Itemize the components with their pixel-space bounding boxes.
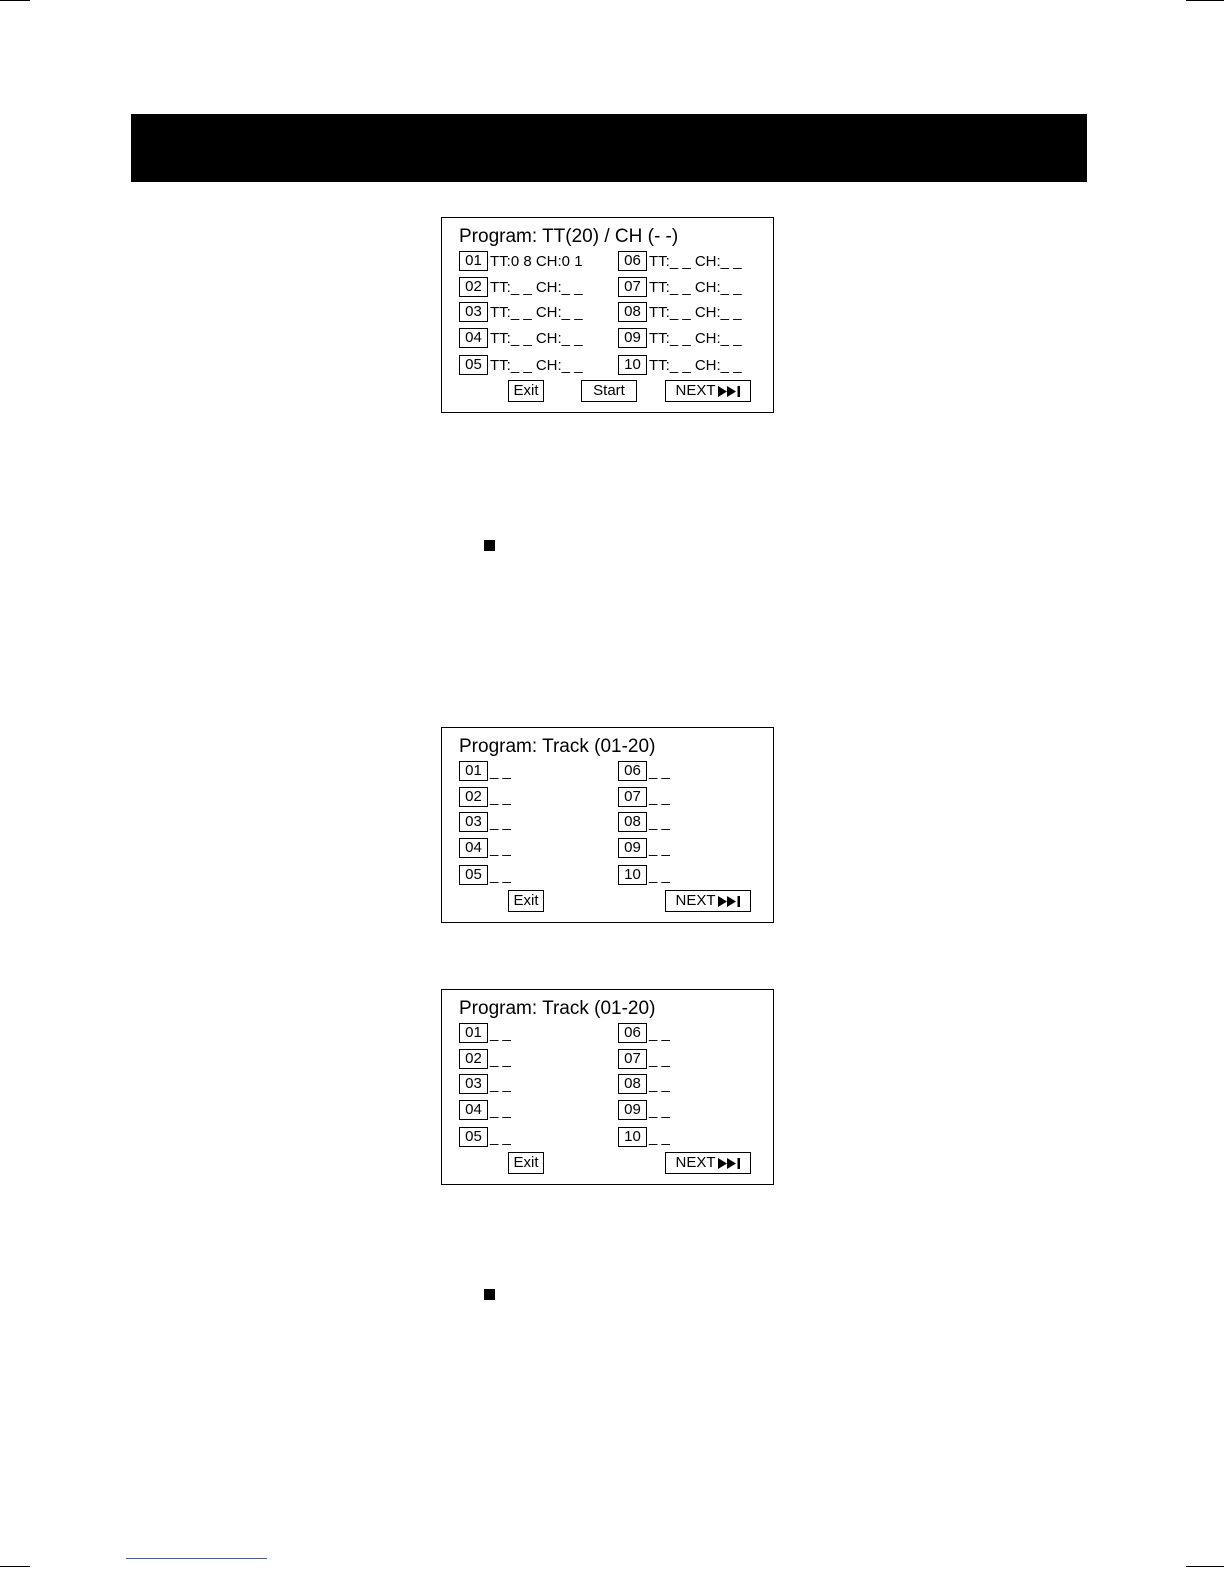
program-slot[interactable] — [618, 1127, 670, 1147]
slot-number: 02 — [459, 787, 488, 807]
slot-value: _ _ — [649, 1075, 670, 1093]
crop-mark-top-left — [0, 0, 30, 1]
exit-button[interactable]: Exit — [508, 380, 544, 402]
program-slot[interactable] — [618, 251, 742, 271]
program-slot[interactable] — [459, 1074, 511, 1094]
program-slot[interactable] — [459, 865, 511, 885]
program-slot[interactable] — [459, 302, 583, 322]
program-slot[interactable] — [618, 865, 670, 885]
slot-number: 01 — [459, 1023, 488, 1043]
slot-value: TT:_ _ CH:_ _ — [490, 303, 583, 321]
slot-value: _ _ — [490, 1075, 511, 1093]
program-slot[interactable] — [618, 277, 742, 297]
program-slot[interactable] — [618, 302, 742, 322]
skip-next-icon — [718, 386, 741, 397]
slot-value: TT:_ _ CH:_ _ — [649, 356, 742, 374]
slot-number: 04 — [459, 1100, 488, 1120]
program-slot[interactable] — [459, 1049, 511, 1069]
slot-value: TT:_ _ CH:_ _ — [490, 356, 583, 374]
slot-number: 05 — [459, 1127, 488, 1147]
program-slot[interactable] — [618, 1074, 670, 1094]
slot-value: _ _ — [649, 1128, 670, 1146]
slot-number: 09 — [618, 1100, 647, 1120]
program-slot[interactable] — [459, 251, 583, 271]
program-slot[interactable] — [618, 838, 670, 858]
slot-number: 10 — [618, 865, 647, 885]
slot-number: 02 — [459, 277, 488, 297]
slot-value: _ _ — [490, 1128, 511, 1146]
slot-number: 10 — [618, 355, 647, 375]
slot-value: _ _ — [490, 1024, 511, 1042]
program-slot[interactable] — [459, 1023, 511, 1043]
program-slot[interactable] — [459, 787, 511, 807]
slot-number: 02 — [459, 1049, 488, 1069]
crop-mark-top-right — [1186, 0, 1224, 1]
slot-number: 01 — [459, 251, 488, 271]
program-slot[interactable] — [459, 328, 583, 348]
program-slot[interactable] — [459, 812, 511, 832]
slot-number: 04 — [459, 328, 488, 348]
slot-value: _ _ — [490, 1101, 511, 1119]
section-header-bar — [131, 114, 1087, 182]
slot-number: 03 — [459, 1074, 488, 1094]
slot-value: TT:_ _ CH:_ _ — [490, 278, 583, 296]
slot-value: _ _ — [649, 813, 670, 831]
program-slot[interactable] — [618, 761, 670, 781]
slot-number: 07 — [618, 1049, 647, 1069]
next-label: NEXT — [675, 1154, 716, 1171]
program-slot[interactable] — [459, 761, 511, 781]
program-slot[interactable] — [459, 355, 583, 375]
program-title-chapter-panel — [441, 217, 774, 413]
slot-value: _ _ — [490, 1050, 511, 1068]
crop-mark-bottom-left — [0, 1566, 30, 1567]
slot-number: 05 — [459, 865, 488, 885]
slot-value: _ _ — [649, 762, 670, 780]
slot-value: _ _ — [649, 1050, 670, 1068]
slot-number: 09 — [618, 838, 647, 858]
skip-next-icon — [718, 1158, 741, 1169]
slot-number: 08 — [618, 1074, 647, 1094]
slot-value: _ _ — [649, 1024, 670, 1042]
program-slot[interactable] — [618, 787, 670, 807]
slot-value: _ _ — [649, 788, 670, 806]
next-label: NEXT — [675, 382, 716, 399]
slot-value: TT:_ _ CH:_ _ — [649, 329, 742, 347]
slot-value: _ _ — [490, 762, 511, 780]
program-slot[interactable] — [459, 1100, 511, 1120]
panel-title: Program: Track (01-20) — [459, 998, 656, 1019]
slot-value: TT:_ _ CH:_ _ — [649, 303, 742, 321]
panel-title: Program: TT(20) / CH (- -) — [459, 226, 679, 247]
program-slot[interactable] — [618, 812, 670, 832]
exit-button[interactable]: Exit — [508, 1152, 544, 1174]
program-track-panel — [441, 727, 774, 923]
slot-number: 07 — [618, 277, 647, 297]
program-track-panel — [441, 989, 774, 1185]
slot-value: _ _ — [649, 1101, 670, 1119]
slot-number: 06 — [618, 1023, 647, 1043]
slot-value: _ _ — [490, 813, 511, 831]
program-slot[interactable] — [618, 1100, 670, 1120]
program-slot[interactable] — [618, 1023, 670, 1043]
program-slot[interactable] — [459, 277, 583, 297]
program-slot[interactable] — [618, 1049, 670, 1069]
next-button[interactable] — [665, 890, 751, 912]
start-button[interactable]: Start — [581, 380, 637, 402]
skip-next-icon — [718, 896, 741, 907]
slot-value: _ _ — [649, 839, 670, 857]
slot-number: 08 — [618, 812, 647, 832]
slot-number: 09 — [618, 328, 647, 348]
program-slot[interactable] — [459, 1127, 511, 1147]
slot-value: TT:_ _ CH:_ _ — [649, 252, 742, 270]
slot-number: 03 — [459, 302, 488, 322]
program-slot[interactable] — [618, 328, 742, 348]
slot-value: TT:0 8 CH:0 1 — [490, 252, 583, 270]
next-button[interactable] — [665, 380, 751, 402]
slot-value: _ _ — [649, 866, 670, 884]
slot-number: 08 — [618, 302, 647, 322]
slot-value: TT:_ _ CH:_ _ — [649, 278, 742, 296]
footnote-separator — [126, 1558, 267, 1559]
next-label: NEXT — [675, 892, 716, 909]
panel-title: Program: Track (01-20) — [459, 736, 656, 757]
slot-value: _ _ — [490, 788, 511, 806]
slot-number: 05 — [459, 355, 488, 375]
slot-number: 06 — [618, 251, 647, 271]
slot-value: _ _ — [490, 839, 511, 857]
next-button[interactable] — [665, 1152, 751, 1174]
slot-number: 07 — [618, 787, 647, 807]
slot-number: 04 — [459, 838, 488, 858]
slot-number: 03 — [459, 812, 488, 832]
exit-button[interactable]: Exit — [508, 890, 544, 912]
slot-number: 06 — [618, 761, 647, 781]
slot-value: _ _ — [490, 866, 511, 884]
crop-mark-bottom-right — [1186, 1566, 1224, 1567]
program-slot[interactable] — [618, 355, 742, 375]
square-bullet-icon — [484, 540, 495, 551]
slot-number: 01 — [459, 761, 488, 781]
slot-number: 10 — [618, 1127, 647, 1147]
slot-value: TT:_ _ CH:_ _ — [490, 329, 583, 347]
program-slot[interactable] — [459, 838, 511, 858]
square-bullet-icon — [484, 1289, 495, 1300]
